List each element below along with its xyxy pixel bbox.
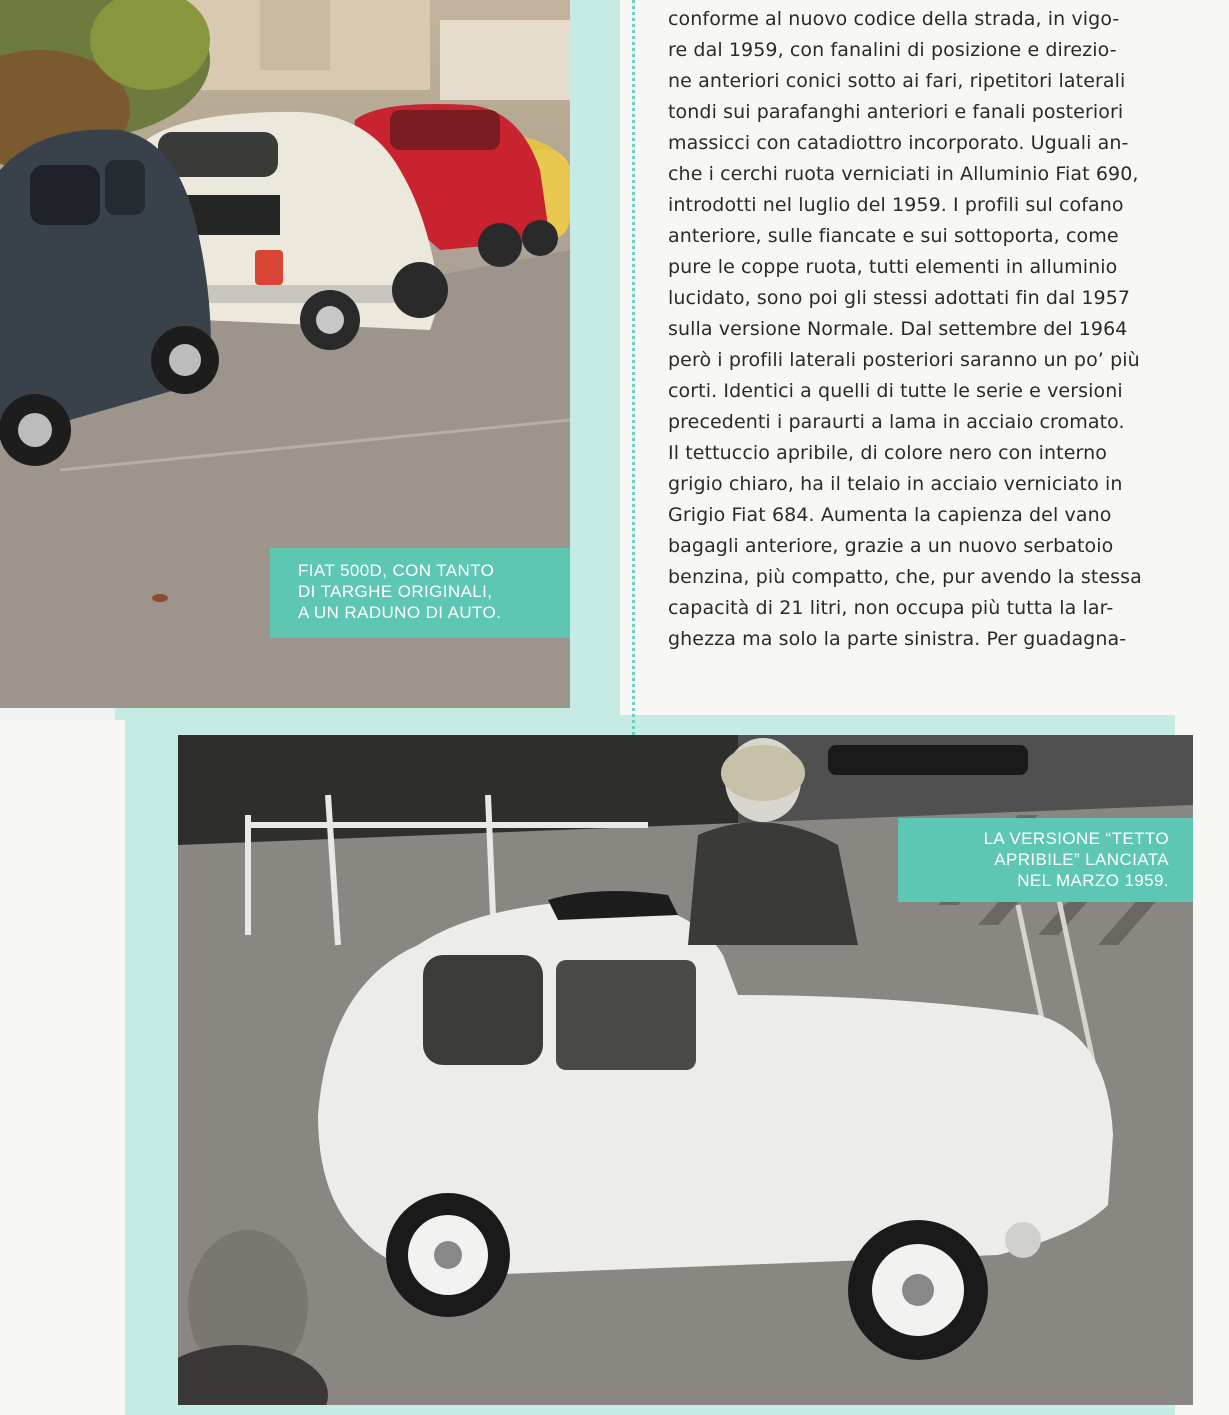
- article-body-text: [668, 4, 1188, 655]
- body-line: massicci con catadiottro incorporato. Uguali an-: [668, 132, 1129, 154]
- body-line: re dal 1959, con fanalini di posizione e direzio-: [668, 39, 1117, 61]
- body-line: pure le coppe ruota, tutti elementi in alluminio: [668, 256, 1118, 278]
- body-line: conforme al nuovo codice della strada, in vigo-: [668, 8, 1120, 30]
- body-line: sulla versione Normale. Dal settembre del 1964: [668, 318, 1128, 340]
- body-line: capacità di 21 litri, non occupa più tutta la lar-: [668, 597, 1114, 619]
- caption-line: APRIBILE” LANCIATA: [994, 850, 1169, 869]
- body-line: Grigio Fiat 684. Aumenta la capienza del vano: [668, 504, 1112, 526]
- body-line: grigio chiaro, ha il telaio in acciaio verniciato in: [668, 473, 1123, 495]
- body-line: tondi sui parafanghi anteriori e fanali posteriori: [668, 101, 1124, 123]
- caption-tetto-apribile: [898, 818, 1193, 902]
- body-line: che i cerchi ruota verniciati in Alluminio Fiat 690,: [668, 163, 1139, 185]
- caption-line: LA VERSIONE “TETTO: [983, 829, 1169, 848]
- body-line: introdotti nel luglio del 1959. I profili sul cofano: [668, 194, 1124, 216]
- body-line: bagagli anteriore, grazie a un nuovo serbatoio: [668, 535, 1114, 557]
- body-line: benzina, più compatto, che, pur avendo la stessa: [668, 566, 1142, 588]
- column-divider: [632, 0, 635, 735]
- caption-line: A UN RADUNO DI AUTO.: [298, 603, 502, 622]
- body-line: ne anteriori conici sotto ai fari, ripetitori laterali: [668, 70, 1126, 92]
- body-line: però i profili laterali posteriori saranno un po’ più: [668, 349, 1140, 371]
- caption-line: NEL MARZO 1959.: [1017, 871, 1169, 890]
- body-line: Il tettuccio apribile, di colore nero con interno: [668, 442, 1107, 464]
- caption-fiat-500d: [270, 548, 570, 638]
- caption-line: DI TARGHE ORIGINALI,: [298, 582, 493, 601]
- caption-line: FIAT 500D, CON TANTO: [298, 561, 495, 580]
- body-line: ghezza ma solo la parte sinistra. Per guadagna-: [668, 628, 1127, 650]
- body-line: anteriore, sulle fiancate e sui sottoporta, come: [668, 225, 1119, 247]
- body-line: lucidato, sono poi gli stessi adottati fin dal 1957: [668, 287, 1131, 309]
- body-line: precedenti i paraurti a lama in acciaio cromato.: [668, 411, 1125, 433]
- body-line: corti. Identici a quelli di tutte le serie e versioni: [668, 380, 1123, 402]
